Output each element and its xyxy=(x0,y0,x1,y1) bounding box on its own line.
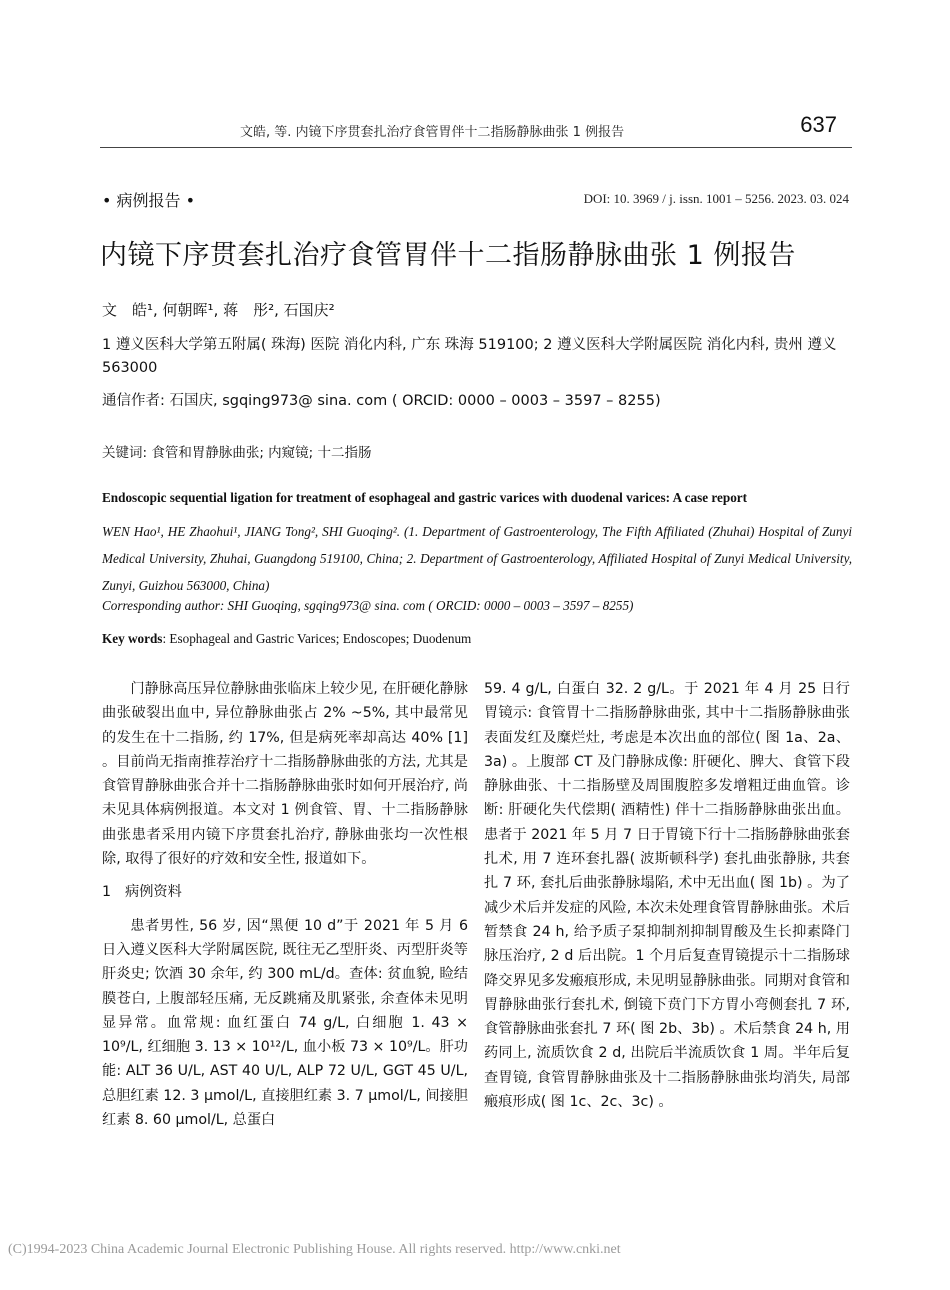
copyright-watermark: (C)1994-2023 China Academic Journal Electronic Publishing House. All rights reserved. http://www.cnki.net xyxy=(8,1242,621,1257)
section-title: 病例资料 xyxy=(125,884,182,901)
section-heading xyxy=(102,880,468,904)
keywords-en-label: Key words xyxy=(102,631,163,646)
page-number: 637 xyxy=(800,112,837,137)
running-title: 文皓, 等. 内镜下序贯套扎治疗食管胃伴十二指肠静脉曲张 1 例报告 xyxy=(240,125,625,140)
doi: DOI: 10. 3969 / j. issn. 1001 – 5256. 2023. 03. 024 xyxy=(583,191,849,206)
article-title-cn: 内镜下序贯套扎治疗食管胃伴十二指肠静脉曲张 1 例报告 xyxy=(100,240,796,271)
keywords-cn: 关键词: 食管和胃静脉曲张; 内窥镜; 十二指肠 xyxy=(102,445,372,461)
header-divider xyxy=(100,147,852,148)
case-paragraph-continued: 59. 4 g/L, 白蛋白 32. 2 g/L。于 2021 年 4 月 25 日行胃镜示: 食管胃十二指肠静脉曲张, 其中十二指肠静脉曲张表面发红及糜烂灶, 考虑是本次出血的部位( 图 1a、2a、3a) 。上腹部 CT 及门静脉成像: 肝硬化、脾大、食管下段静脉曲张、十二指肠壁及周围腹腔多发增粗迂曲血管。诊断: 肝硬化失代偿期( 酒精性) 伴十二指肠静脉曲张出血。患者于 2021 年 5 月 7 日于胃镜下行十二指肠静脉曲张套扎术, 用 7 连环套扎器( 波斯顿科学) 套扎曲张静脉, 共套扎 7 环, 套扎后曲张静脉塌陷, 术中无出血( 图 1b) 。为了减少术后并发症的风险, 本次未处理食管胃静脉曲张。术后暂禁食 24 h, 给予质子泵抑制剂抑制胃酸及生长抑素降门脉压治疗, 2 d 后出院。1 个月后复查胃镜提示十二指肠球降交界见多发瘢痕形成, 未见明显静脉曲张。同期对食管和胃静脉曲张行套扎术, 倒镜下贲门下方胃小弯侧套扎 7 环, 食管静脉曲张套扎 7 环( 图 2b、3b) 。术后禁食 24 h, 用药同上, 流质饮食 2 d, 出院后半流质饮食 1 周。半年后复查胃镜, 食管胃静脉曲张及十二指肠静脉曲张均消失, 局部瘢痕形成( 图 1c、2c、3c) 。 xyxy=(484,681,850,1111)
section-number: 1 xyxy=(102,884,112,901)
body-column-left xyxy=(102,677,468,1132)
keywords-en xyxy=(102,631,471,647)
authors-en: WEN Hao¹, HE Zhaohui¹, JIANG Tong², SHI Guoqing². (1. Department of Gastroenterology, The Fifth Affiliated (Zhuhai) Hospital of Zunyi Medical University, Zhuhai, Guangdong 519100, China; 2. Department of Gastroenterology, Affiliated Hospital of Zunyi Medical University, Zunyi, Guizhou 563000, China) xyxy=(102,524,852,593)
authors-cn: 文 皓¹, 何朝晖¹, 蒋 彤², 石国庆² xyxy=(102,301,335,319)
body-column-right xyxy=(484,677,850,1114)
intro-paragraph: 门静脉高压异位静脉曲张临床上较少见, 在肝硬化静脉曲张破裂出血中, 异位静脉曲张占 2% ~5%, 其中最常见的发生在十二指肠, 约 17%, 但是病死率却高达 40% [1] 。目前尚无指南推荐治疗十二指肠静脉曲张的方法, 尤其是食管胃静脉曲张合并十二指肠静脉曲张时如何开展治疗, 尚未见具体病例报道。本文对 1 例食管、胃、十二指肠静脉曲张患者采用内镜下序贯套扎治疗, 静脉曲张均一次性根除, 取得了很好的疗效和安全性, 报道如下。 xyxy=(102,681,468,868)
keywords-en-list: : Esophageal and Gastric Varices; Endoscopes; Duodenum xyxy=(162,631,472,646)
case-paragraph: 患者男性, 56 岁, 因“黑便 10 d”于 2021 年 5 月 6 日入遵义医科大学附属医院, 既往无乙型肝炎、丙型肝炎等肝炎史; 饮酒 30 余年, 约 300 mL/d。查体: 贫血貌, 睑结膜苍白, 上腹部轻压痛, 无反跳痛及肌紧张, 余查体未见明显异常。血常规: 血红蛋白 74 g/L, 白细胞 1. 43 × 10⁹/L, 红细胞 3. 13 × 10¹²/L, 血小板 73 × 10⁹/L。肝功能: ALT 36 U/L, AST 40 U/L, ALP 72 U/L, GGT 45 U/L, 总胆红素 12. 3 μmol/L, 直接胆红素 3. 7 μmol/L, 间接胆红素 8. 60 μmol/L, 总蛋白 xyxy=(102,917,468,1129)
affiliation-cn: 1 遵义医科大学第五附属( 珠海) 医院 消化内科, 广东 珠海 519100; 2 遵义医科大学附属医院 消化内科, 贵州 遵义 563000 xyxy=(102,337,837,376)
corresponding-author-en: Corresponding author: SHI Guoqing, sgqing973@ sina. com ( ORCID: 0000 – 0003 – 3597 – 8255) xyxy=(102,598,634,613)
corresponding-author-cn: 通信作者: 石国庆, sgqing973@ sina. com ( ORCID: 0000 – 0003 – 3597 – 8255) xyxy=(102,393,661,409)
article-title-en: Endoscopic sequential ligation for treatment of esophageal and gastric varices with duodenal varices: A case report xyxy=(102,490,748,505)
section-tag: • 病例报告 • xyxy=(102,191,196,210)
